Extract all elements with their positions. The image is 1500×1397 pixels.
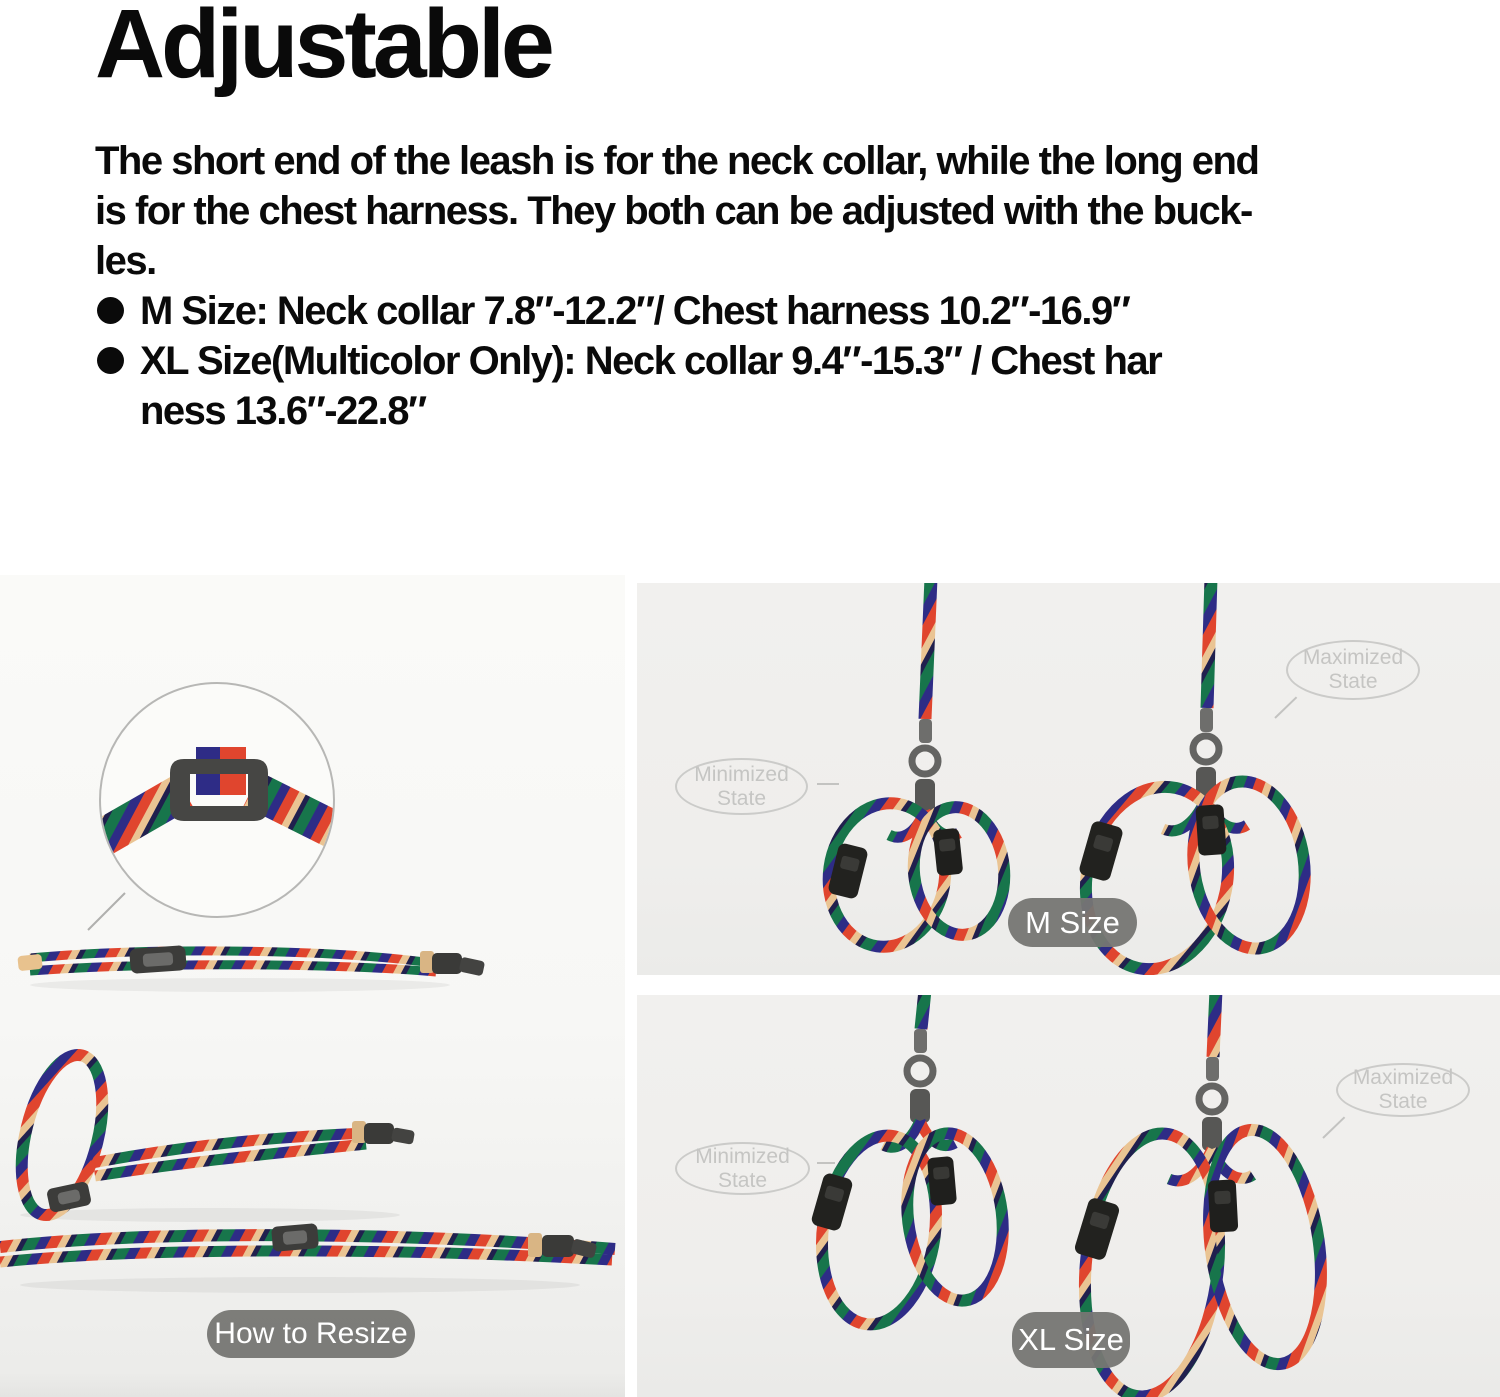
photo-panel-how-to-resize bbox=[0, 575, 625, 1397]
label-line: Minimized bbox=[694, 762, 789, 786]
page-title: Adjustable bbox=[95, 0, 551, 98]
minimized-state-label bbox=[675, 758, 808, 815]
list-item-xl-size bbox=[95, 336, 1475, 436]
harness-strap-photo bbox=[7, 1047, 415, 1224]
long-strap-photo bbox=[0, 1223, 615, 1293]
label-line: Maximized bbox=[1352, 1066, 1454, 1089]
list-item-m-size bbox=[95, 286, 1475, 336]
paragraph-line: is for the chest harness. They both can be adjusted with the buck- bbox=[95, 189, 1252, 233]
magnifier-pointer-line bbox=[88, 893, 125, 930]
label-line: State bbox=[716, 786, 767, 810]
maximized-state-label bbox=[1336, 1063, 1470, 1117]
xl-size-badge: XL Size bbox=[1012, 1312, 1130, 1368]
minimized-connector-line bbox=[817, 1162, 835, 1164]
label-line: Maximized bbox=[1302, 646, 1404, 669]
minimized-connector-line bbox=[817, 783, 839, 785]
copy-section bbox=[95, 0, 1475, 436]
minimized-state-label bbox=[675, 1142, 810, 1195]
label-line: State bbox=[1328, 670, 1378, 693]
resize-photo-art bbox=[0, 575, 625, 1397]
bullet-dot bbox=[97, 297, 124, 324]
m-size-badge: M Size bbox=[1008, 898, 1137, 947]
xl-size-spec-line1: XL Size(Multicolor Only): Neck collar 9.4″-15.3″ / Chest har bbox=[140, 339, 1162, 383]
paragraph-line: The short end of the leash is for the neck collar, while the long end bbox=[95, 139, 1259, 183]
paragraph-line: les. bbox=[95, 239, 156, 283]
size-bullet-list bbox=[95, 286, 1475, 436]
photo-panel-xl-size bbox=[637, 995, 1500, 1397]
maximized-state-label bbox=[1286, 640, 1420, 700]
xl-size-spec-line2: ness 13.6″-22.8″ bbox=[140, 389, 426, 433]
m-size-spec: M Size: Neck collar 7.8″-12.2″/ Chest harness 10.2″-16.9″ bbox=[140, 289, 1130, 333]
description-paragraph bbox=[95, 136, 1475, 286]
bullet-dot bbox=[97, 347, 124, 374]
collar-strap-photo bbox=[17, 945, 485, 992]
photo-panel-m-size bbox=[637, 583, 1500, 975]
xl-harness-minimized bbox=[810, 995, 1012, 1332]
label-line: Minimized bbox=[695, 1144, 790, 1168]
how-to-resize-badge: How to Resize bbox=[207, 1310, 415, 1358]
m-harness-minimized bbox=[820, 583, 1011, 954]
label-line: State bbox=[717, 1168, 768, 1192]
label-line: State bbox=[1378, 1090, 1428, 1113]
